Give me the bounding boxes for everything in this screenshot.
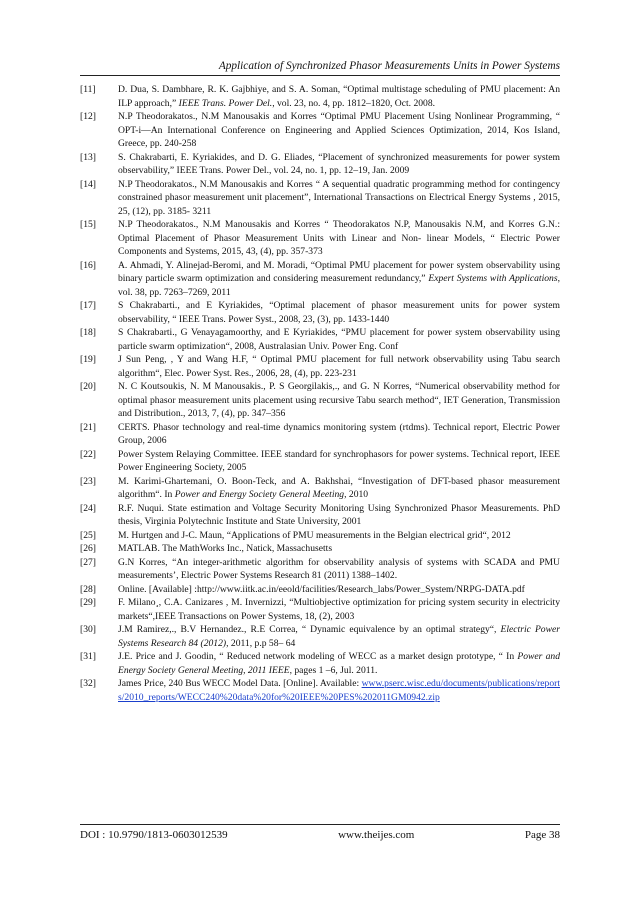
reference-text [118, 110, 560, 151]
page-number: Page 38 [524, 829, 560, 841]
reference-number: [28] [80, 583, 96, 595]
reference-main-text: S. Chakrabarti, E. Kyriakides, and D. G. Eliades, “Placement of synchronized measurements for power system observability,” IEEE Trans. Power Del., vol. 24, no. 1, pp. 12–19, Jan. 2009 [118, 151, 560, 176]
reference-main-text: S Chakrabarti., and E Kyriakides, “Optimal placement of phasor measurement units for power system observability, “ IEEE Trans. Power Syst., 2008, 23, (3), pp. 1433-1440 [118, 300, 560, 325]
reference-item [80, 83, 560, 110]
reference-number: [30] [80, 624, 96, 635]
reference-main-text: James Price, 240 Bus WECC Model Data. [Online]. Available: [118, 678, 362, 689]
reference-number: [16] [80, 259, 96, 271]
reference-item [80, 596, 560, 623]
reference-number: [15] [80, 219, 96, 230]
reference-number: [21] [80, 421, 96, 433]
reference-item [80, 529, 560, 543]
reference-number: [11] [80, 84, 96, 95]
reference-number: [26] [80, 543, 96, 554]
reference-item [80, 218, 560, 259]
reference-item [80, 421, 560, 448]
reference-text [118, 353, 560, 380]
journal-site: www.theijes.com [338, 829, 415, 841]
reference-item [80, 380, 560, 421]
reference-text [118, 448, 560, 475]
reference-item [80, 178, 560, 219]
reference-item [80, 623, 560, 650]
reference-main-text: CERTS. Phasor technology and real-time dynamics monitoring system (rtdms). Technical report, Electric Power Group, 2006 [118, 421, 560, 446]
reference-text [118, 623, 560, 650]
reference-main-text: M. Karimi-Ghartemani, O. Boon-Teck, and A. Bakhshai, “Investigation of DFT-based phasor measurement algorithm“. In [118, 475, 560, 500]
reference-text [118, 650, 560, 677]
reference-text [118, 151, 560, 178]
reference-item [80, 475, 560, 502]
reference-details: , 2011, p.p 58– 64 [226, 637, 296, 649]
reference-number: [13] [80, 151, 96, 163]
reference-number: [24] [80, 502, 96, 514]
reference-item [80, 542, 560, 556]
doi-label: DOI : 10.9790/1813-0603012539 [80, 829, 228, 841]
reference-venue: Expert Systems with Applications [428, 273, 558, 284]
reference-venue: Electric Power Systems Research 84 (2012) [118, 624, 560, 649]
reference-number: [32] [80, 678, 96, 689]
reference-main-text: N.P Theodorakatos., N.M Manousakis and Korres “ Theodorakatos N.P, Manousakis N.M, and Korres G.N.: Optimal Placement of Phasor Measurement Units with Linear and Non‐ linear Models, “ Electric Power Components and Systems, 2015, 43, (4), pp. 357-373 [118, 219, 560, 257]
reference-main-text: S Chakrabarti., G Venayagamoorthy, and E Kyriakides, “PMU placement for power system observability using particle swarm optimization“, 2008, Australasian Univ. Power Eng. Conf [118, 327, 560, 352]
reference-text [118, 556, 560, 583]
reference-item [80, 259, 560, 300]
reference-item [80, 110, 560, 151]
reference-list [80, 83, 560, 704]
reference-text [118, 583, 560, 597]
reference-number: [25] [80, 529, 96, 541]
reference-venue: Power and Energy Society General Meeting [174, 489, 345, 500]
reference-main-text: J.E. Price and J. Goodin, “ Reduced network modeling of WECC as a market design prototype, “ In [118, 651, 518, 662]
reference-details: , pages 1 –6, Jul. 2011. [289, 664, 378, 676]
reference-number: [27] [80, 556, 96, 568]
reference-main-text: Power System Relaying Committee. IEEE standard for synchrophasors for power systems. Technical report, IEEE Power Engineering Society, 2005 [118, 448, 560, 473]
reference-item [80, 353, 560, 380]
reference-item [80, 448, 560, 475]
reference-number: [20] [80, 381, 96, 392]
reference-text [118, 380, 560, 421]
reference-number: [31] [80, 651, 96, 662]
reference-main-text: G.N Korres, “An integer-arithmetic algorithm for observability analysis of systems with SCADA and PMU measurements’, Electric Power Systems Research 81 (2011) 1388–1402. [118, 556, 560, 581]
header-rule [80, 75, 560, 76]
reference-item [80, 299, 560, 326]
reference-main-text: N. C Koutsoukis, N. M Manousakis., P. S Georgilakis,., and G. N Korres, “Numerical observability method for optimal phasor measurement units placement using recursive Tabu search method“, IET Generation, Transmission and Distribution., 2013, 7, (4), pp. 347–356 [118, 381, 560, 419]
reference-number: [23] [80, 475, 96, 487]
reference-details: , vol. 23, no. 4, pp. 1812–1820, Oct. 2008. [272, 97, 436, 109]
reference-item [80, 151, 560, 178]
page-footer [80, 829, 560, 841]
reference-text [118, 475, 560, 502]
reference-main-text: N.P Theodorakatos., N.M Manousakis and Korres “ A sequential quadratic programming method for contingency constrained phasor measurement unit placement”, International Transactions on Electrical Energy Systems , 2015, 25, (12), pp. 3185‐ 3211 [118, 178, 560, 217]
reference-text [118, 83, 560, 110]
reference-item [80, 326, 560, 353]
reference-number: [12] [80, 111, 96, 122]
running-title: Application of Synchronized Phasor Measurements Units in Power Systems [218, 60, 560, 72]
reference-main-text: MATLAB. The MathWorks Inc., Natick, Massachusetts [118, 543, 333, 554]
reference-text [118, 259, 560, 300]
reference-details: , vol. 38, pp. 7263–7269, 2011 [118, 273, 560, 298]
reference-text [118, 299, 560, 326]
reference-venue: Power and Energy Society General Meeting, 2011 IEEE [118, 651, 560, 676]
reference-main-text: M. Hurtgen and J-C. Maun, “Applications of PMU measurements in the Belgian electrical grid“, 2012 [118, 529, 511, 541]
reference-item [80, 583, 560, 597]
reference-details: , 2010 [344, 489, 369, 500]
reference-number: [17] [80, 300, 96, 311]
reference-main-text: N.P Theodorakatos., N.M Manousakis and Korres “Optimal PMU Placement Using Nonlinear Programming, “ OPT-i—An International Conference on Engineering and Applied Sciences Optimization, 2014, Kos Island, Greece, pp. 240-258 [118, 111, 560, 149]
reference-text [118, 326, 560, 353]
reference-item [80, 502, 560, 529]
reference-text [118, 596, 560, 623]
reference-text [118, 542, 560, 556]
reference-number: [22] [80, 448, 96, 460]
reference-number: [19] [80, 354, 96, 365]
reference-text [118, 677, 560, 704]
reference-main-text: D. Dua, S. Dambhare, R. K. Gajbhiye, and S. A. Soman, “Optimal multistage scheduling of PMU placement: An ILP approach,” [118, 84, 560, 109]
reference-main-text: J.M Ramirez,., B.V Hernandez., R.E Correa, “ Dynamic equivalence by an optimal strategy“, [118, 624, 501, 635]
reference-item [80, 650, 560, 677]
reference-item [80, 677, 560, 704]
reference-link[interactable]: www.pserc.wisc.edu/documents/publications/reports/2010_reports/WECC240%20data%20for%20IEEE%20PES%202011GM0942.zip [118, 678, 560, 703]
reference-main-text: F. Milano¸, C.A. Canizares , M. Invernizzi, “Multiobjective optimization for pricing system security in electricity markets“,IEEE Transactions on Power Systems, 18, (2), 2003 [118, 597, 560, 622]
reference-text [118, 218, 560, 259]
reference-venue: IEEE Trans. Power Del. [178, 97, 273, 109]
reference-main-text: J Sun Peng, , Y and Wang H.F, “ Optimal PMU placement for full network observability using Tabu search algorithm“, Elec. Power Syst. Res., 2006, 28, (4), pp. 223-231 [118, 354, 560, 379]
reference-main-text: A. Ahmadi, Y. Alinejad-Beromi, and M. Moradi, “Optimal PMU placement for power system observability using binary particle swarm optimization and considering measurement redundancy,” [118, 259, 560, 284]
reference-number: [14] [80, 178, 96, 190]
reference-main-text: Online. [Available] :http://www.iitk.ac.in/eeold/facilities/Research_labs/Power_System/NRPG-DATA.pdf [118, 583, 525, 595]
reference-text [118, 529, 560, 543]
reference-text [118, 421, 560, 448]
reference-main-text: R.F. Nuqui. State estimation and Voltage Security Monitoring Using Synchronized Phasor Measurements. PhD thesis, Virginia Polytechnic Institute and State University, 2001 [118, 502, 560, 527]
reference-number: [18] [80, 327, 96, 338]
reference-text [118, 178, 560, 219]
footer-rule [80, 824, 560, 825]
reference-text [118, 502, 560, 529]
reference-number: [29] [80, 597, 96, 608]
reference-item [80, 556, 560, 583]
